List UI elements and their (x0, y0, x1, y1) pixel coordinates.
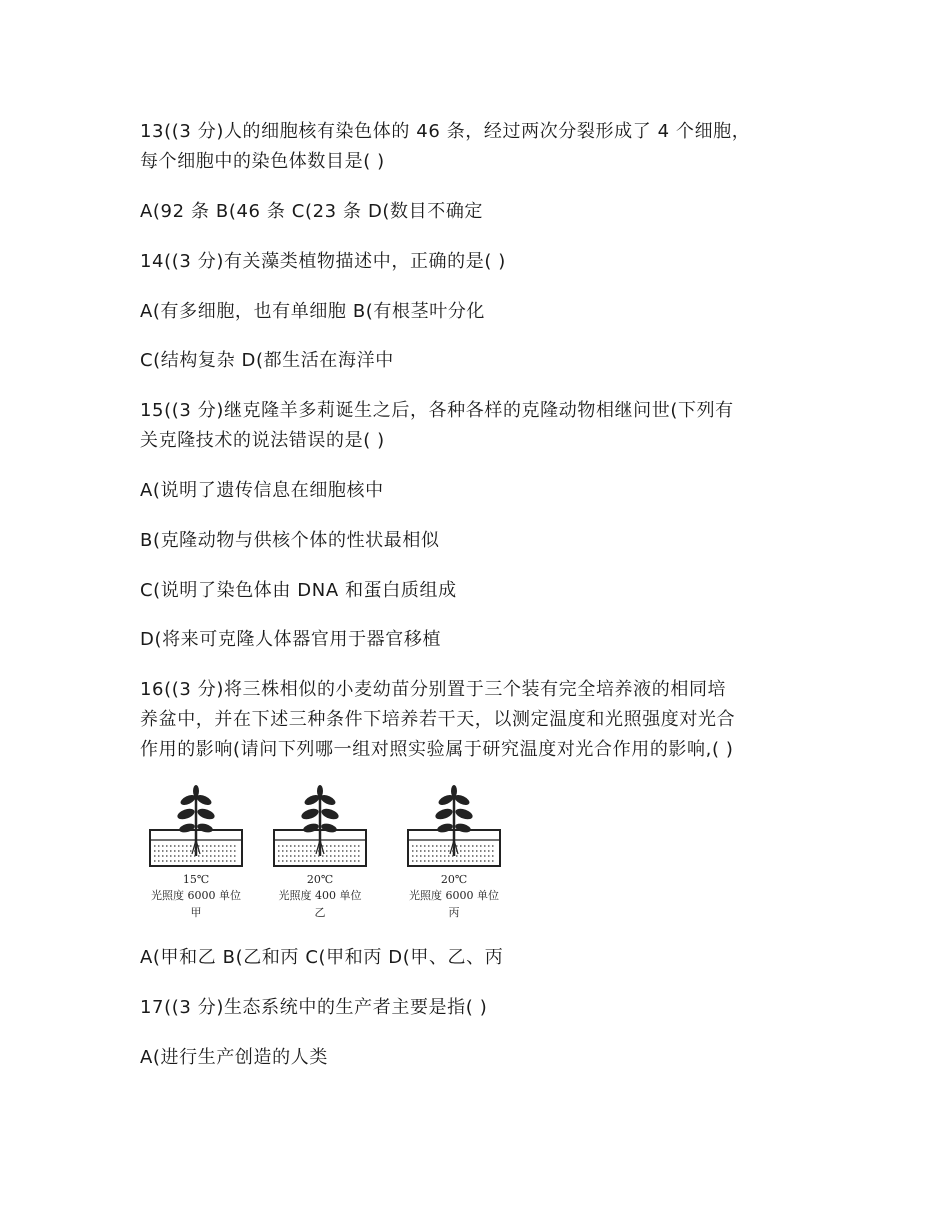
q14-options-1: A(有多细胞，也有单细胞 B(有根茎叶分化 (140, 301, 486, 322)
plant-yi-temp: 20℃ (306, 873, 334, 886)
q16-line1: 16((3 分)将三株相似的小麦幼苗分别置于三个装有完全培养液的相同培 (140, 679, 727, 700)
q16-line3: 作用的影响(请问下列哪一组对照实验属于研究温度对光合作用的影响,( ) (140, 739, 734, 760)
plant-jia-light: 光照度 6000 单位 (151, 889, 241, 902)
q16-options: A(甲和乙 B(乙和丙 C(甲和丙 D(甲、乙、丙 (140, 947, 504, 968)
plant-yi (274, 785, 366, 919)
plant-bing-light: 光照度 6000 单位 (409, 889, 499, 902)
q15-option-d: D(将来可克隆人体器官用于器官移植 (140, 629, 442, 650)
q17-option-a: A(进行生产创造的人类 (140, 1047, 328, 1068)
q17-stem: 17((3 分)生态系统中的生产者主要是指( ) (140, 997, 488, 1018)
q16-figure (138, 782, 538, 924)
plant-jia-temp: 15℃ (182, 873, 210, 886)
plant-bing (408, 785, 500, 919)
q13-line1: 13((3 分)人的细胞核有染色体的 46 条，经过两次分裂形成了 4 个细胞， (140, 121, 751, 142)
q15-option-a: A(说明了遗传信息在细胞核中 (140, 480, 384, 501)
q15-option-c: C(说明了染色体由 DNA 和蛋白质组成 (140, 580, 457, 601)
q13-line2: 每个细胞中的染色体数目是( ) (140, 151, 385, 172)
q15-option-b: B(克隆动物与供核个体的性状最相似 (140, 530, 440, 551)
q16-line2: 养盆中，并在下述三种条件下培养若干天，以测定温度和光照强度对光合 (140, 709, 736, 730)
plant-yi-light: 光照度 400 单位 (278, 889, 362, 902)
q15-line1: 15((3 分)继克隆羊多莉诞生之后，各种各样的克隆动物相继问世(下列有 (140, 400, 734, 421)
plant-jia (150, 785, 242, 919)
plant-bing-temp: 20℃ (440, 873, 468, 886)
q15-line2: 关克隆技术的说法错误的是( ) (140, 430, 385, 451)
plant-bing-label: 丙 (448, 906, 460, 919)
plant-yi-label: 乙 (314, 906, 326, 919)
plant-jia-label: 甲 (190, 906, 202, 919)
q14-options-2: C(结构复杂 D(都生活在海洋中 (140, 350, 394, 371)
q14-stem: 14((3 分)有关藻类植物描述中，正确的是( ) (140, 251, 506, 272)
q13-options: A(92 条 B(46 条 C(23 条 D(数目不确定 (140, 201, 484, 222)
